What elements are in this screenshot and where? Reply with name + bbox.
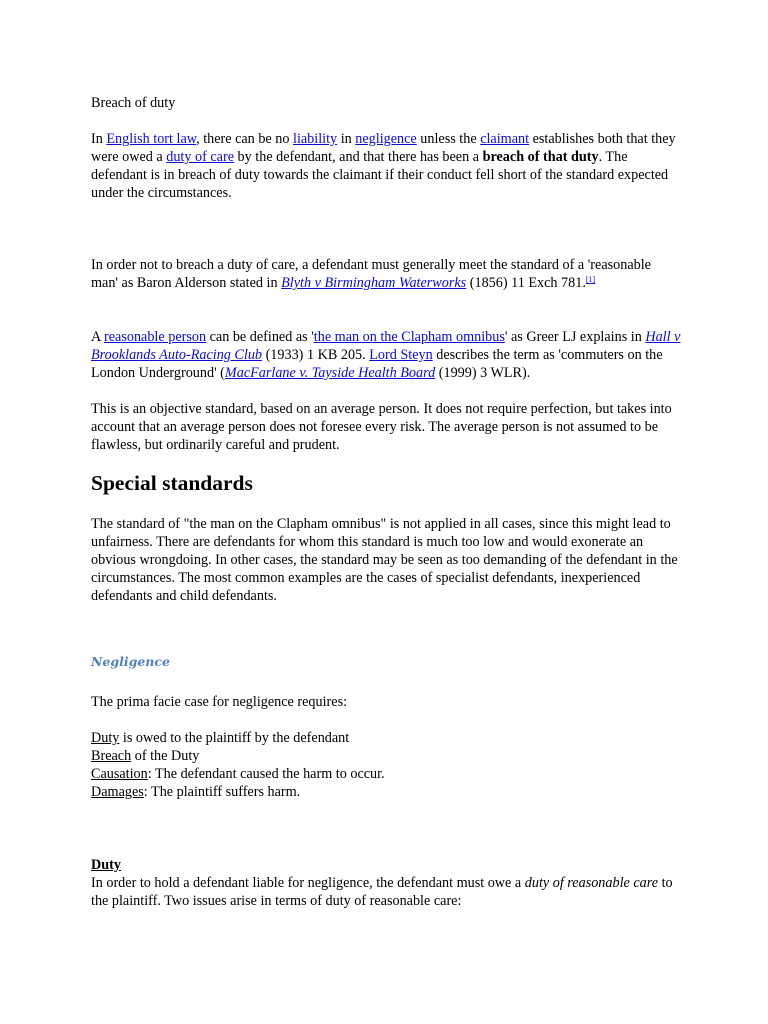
list-item xyxy=(91,765,681,783)
link-macfarlane-case[interactable]: MacFarlane v. Tayside Health Board xyxy=(224,365,436,381)
text: (1999) 3 WLR). xyxy=(435,365,531,381)
element-term: Damages xyxy=(91,784,144,800)
link-hall-case[interactable]: Hall v Brooklands Auto-Racing Club xyxy=(91,329,681,363)
element-term: Duty xyxy=(91,730,120,746)
text: In order to hold a defendant liable for negligence, the defendant must owe a xyxy=(91,875,525,891)
prima-facie-paragraph: The prima facie case for negligence requires: xyxy=(91,694,348,710)
reasonable-person-paragraph xyxy=(91,328,681,382)
element-desc: is owed to the plaintiff by the defendant xyxy=(119,730,350,746)
text: ' as Greer LJ explains in xyxy=(504,329,646,345)
text: can be defined as ' xyxy=(206,329,314,345)
element-desc: : The plaintiff suffers harm. xyxy=(143,784,301,800)
italic-term: duty of reasonable care xyxy=(524,875,659,891)
link-negligence[interactable]: negligence xyxy=(355,131,417,147)
document-title: Breach of duty xyxy=(91,95,176,111)
list-item xyxy=(91,729,681,747)
footnote-ref xyxy=(586,275,595,284)
bold-term-breach: breach of that duty xyxy=(482,149,599,165)
reasonable-man-paragraph xyxy=(91,256,681,292)
link-claimant[interactable]: claimant xyxy=(480,131,530,147)
text: establishes both that they were owed a xyxy=(91,131,676,165)
link-liability[interactable]: liability xyxy=(293,131,338,147)
link-reasonable-person[interactable]: reasonable person xyxy=(104,329,207,345)
element-term: Causation xyxy=(91,766,148,782)
text: (1856) 11 Exch 781. xyxy=(466,275,586,291)
list-item xyxy=(91,783,681,801)
link-english-tort-law[interactable]: English tort law xyxy=(106,131,197,147)
elements-list xyxy=(91,729,681,801)
footnote-link-1[interactable]: [1] xyxy=(585,275,596,284)
text: . The defendant is in breach of duty towards the claimant if their conduct fell short of the standard expected under the circumstances. xyxy=(91,149,669,201)
link-lord-steyn[interactable]: Lord Steyn xyxy=(369,347,433,363)
text: unless the xyxy=(416,131,481,147)
list-item xyxy=(91,747,681,765)
duty-section xyxy=(91,856,681,910)
element-desc: : The defendant caused the harm to occur. xyxy=(147,766,385,782)
text: In order not to breach a duty of care, a defendant must generally meet the standard of a 'reasonable man' as Baron Alderson stated in xyxy=(91,257,651,291)
link-blyth-case[interactable]: Blyth v Birmingham Waterworks xyxy=(281,275,467,291)
duty-heading: Duty xyxy=(91,857,121,873)
text: (1933) 1 KB 205. xyxy=(262,347,370,363)
special-standards-paragraph: The standard of "the man on the Clapham omnibus" is not applied in all cases, since this might lead to unfairness. There are defendants for whom this standard is much too low and would exonerate an obvious wrongdoing. In other cases, the standard may be seen as too demanding of the defendant in the circumstances. The most common examples are the cases of specialist defendants, inexperienced defendants and child defendants. xyxy=(91,516,678,604)
link-duty-of-care[interactable]: duty of care xyxy=(166,149,234,165)
duty-paragraph xyxy=(91,874,681,910)
negligence-heading: Negligence xyxy=(91,654,170,669)
text: in xyxy=(337,131,356,147)
element-term: Breach xyxy=(91,748,132,764)
link-clapham-omnibus[interactable]: the man on the Clapham omnibus xyxy=(313,329,505,345)
objective-standard-paragraph: This is an objective standard, based on an average person. It does not require perfection, but takes into account that an average person does not foresee every risk. The average person is not assumed to be flawless, but ordinarily careful and prudent. xyxy=(91,401,672,453)
element-desc: of the Duty xyxy=(131,748,200,764)
text: , there can be no xyxy=(196,131,293,147)
text: to the plaintiff. Two issues arise in terms of duty of reasonable care: xyxy=(91,875,673,909)
intro-paragraph xyxy=(91,130,681,202)
text: by the defendant, and that there has been a xyxy=(234,149,483,165)
text: A xyxy=(91,329,105,345)
special-standards-heading: Special standards xyxy=(91,471,253,495)
text: In xyxy=(91,131,107,147)
text: describes the term as 'commuters on the London Underground' ( xyxy=(91,347,663,381)
